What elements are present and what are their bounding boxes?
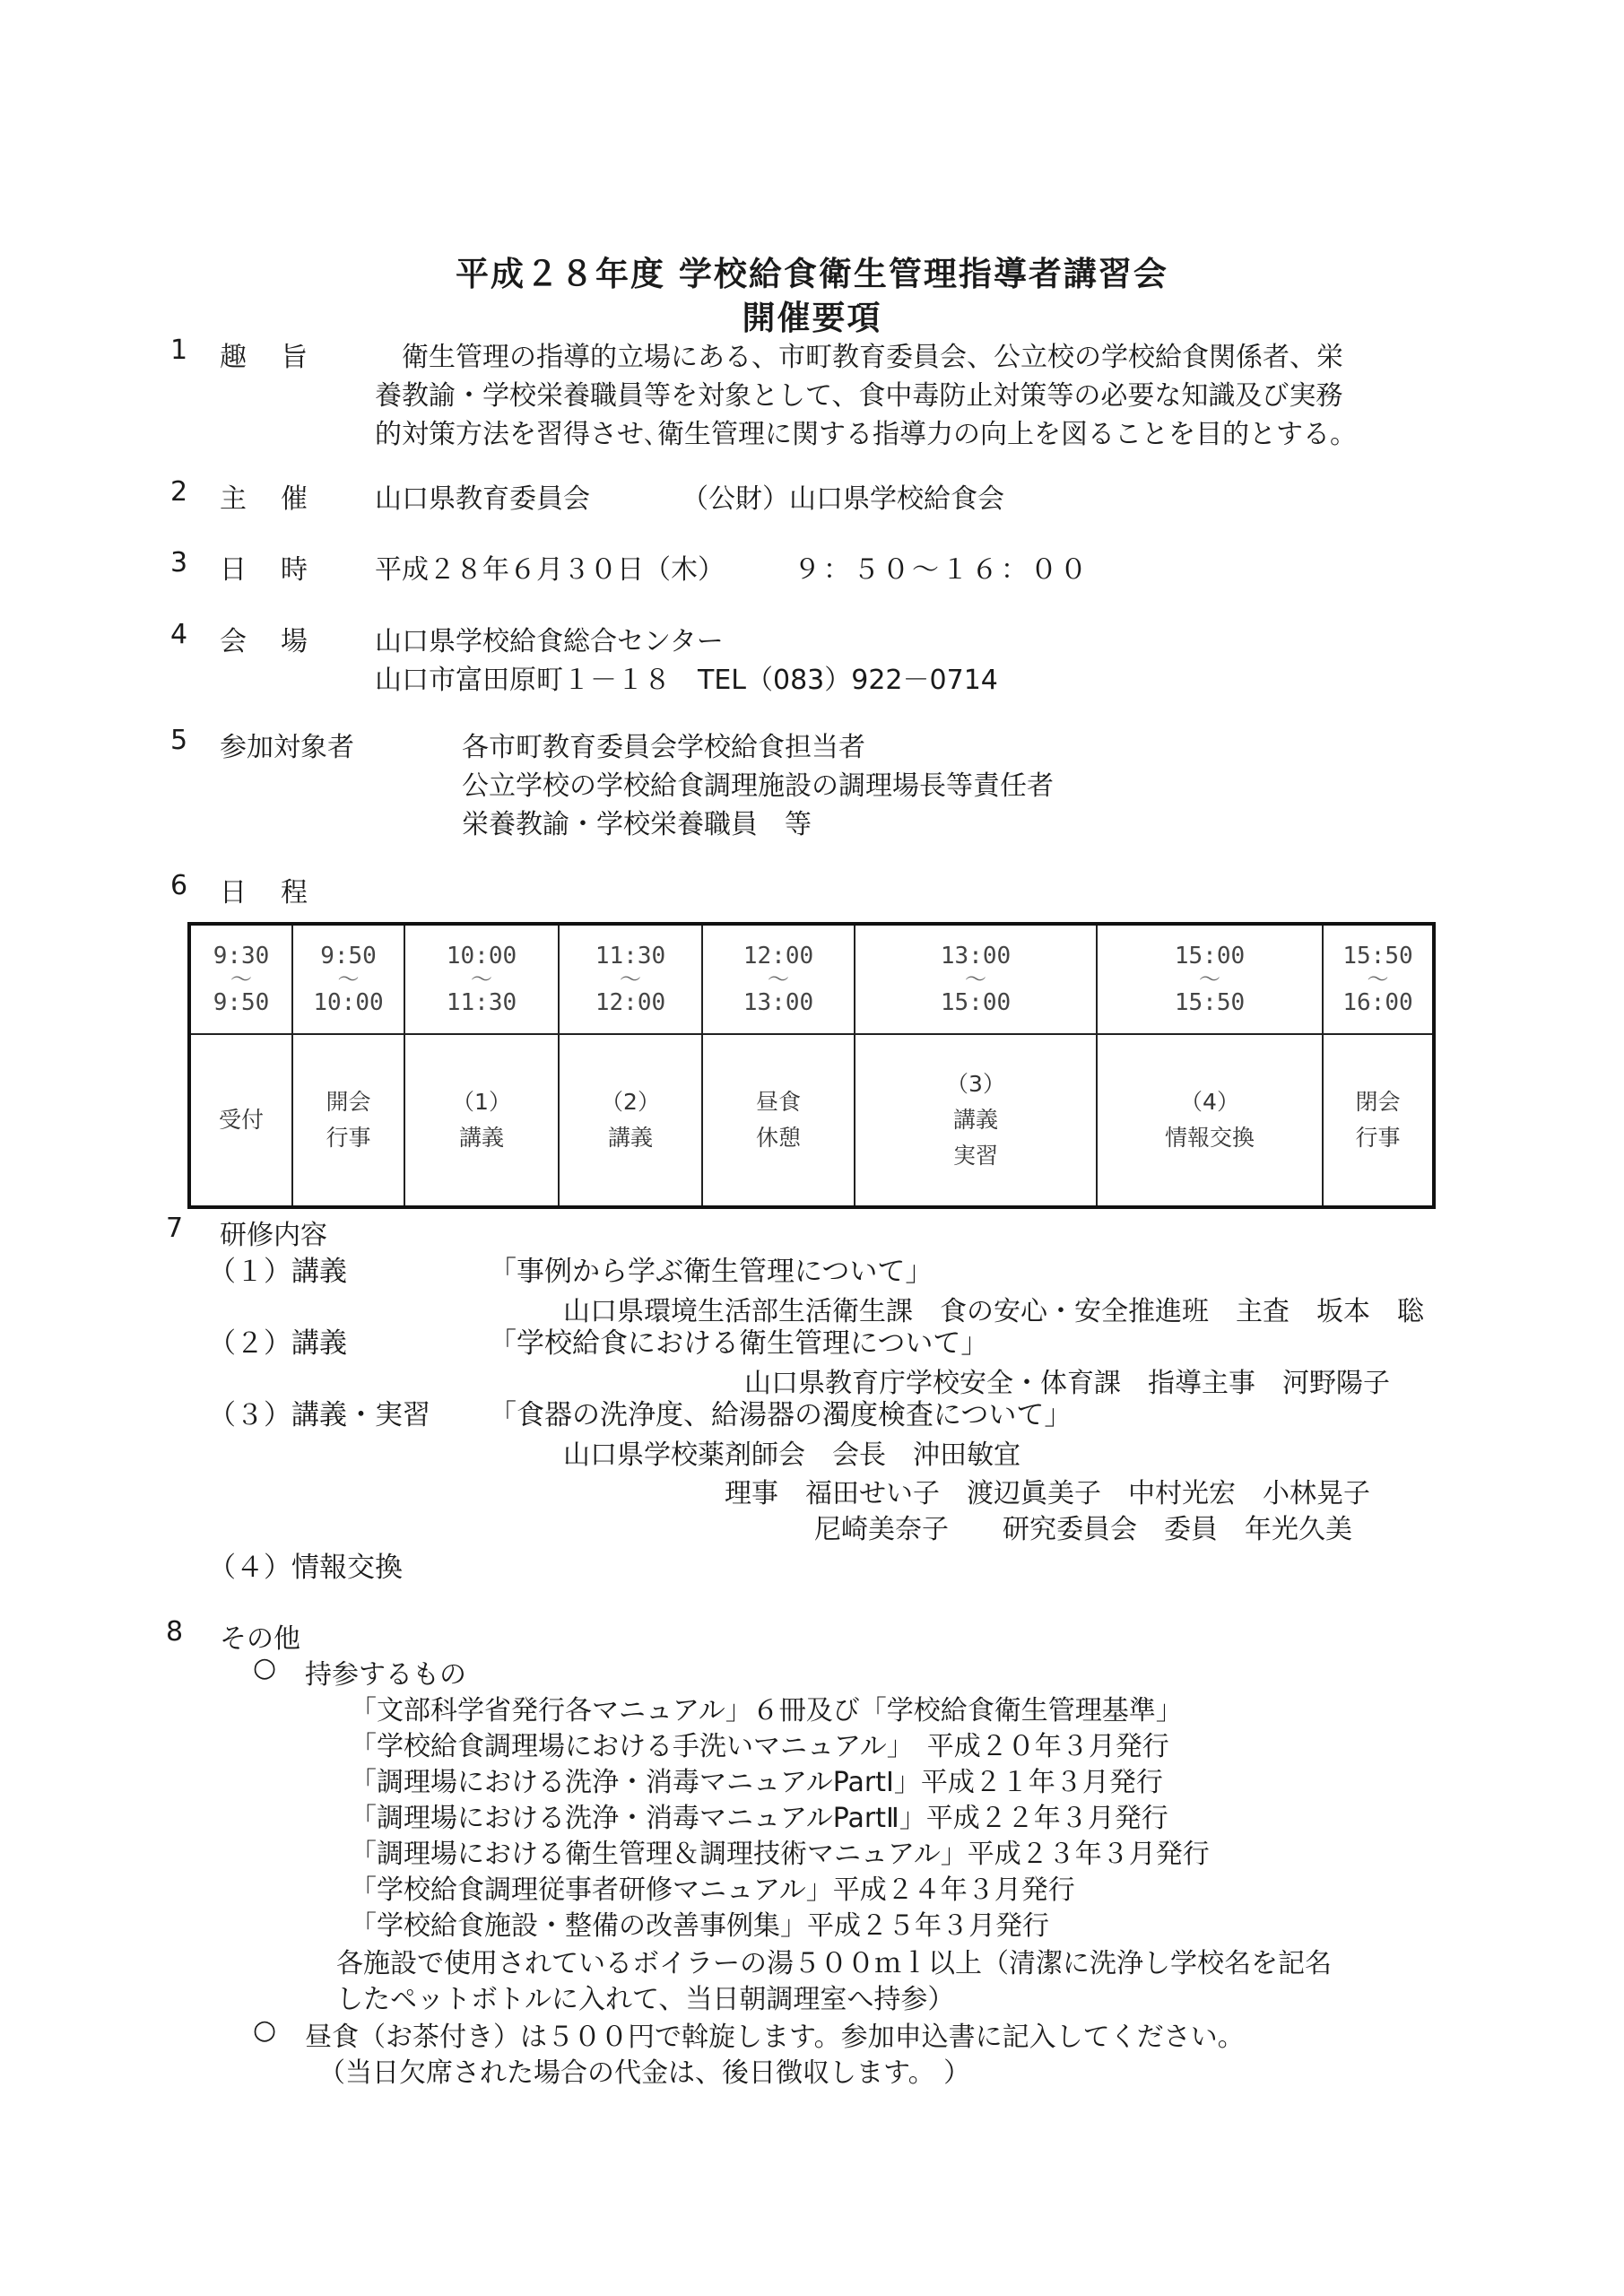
- event-time: ９：５０～１６：００: [794, 554, 1090, 586]
- section-8-label: その他: [220, 1623, 300, 1655]
- lunch-note-1: 昼食（お茶付き）は５００円で斡旋します。参加申込書に記入してください。: [305, 2022, 1245, 2053]
- bring-item-4: 「調理場における洗浄・消毒マニュアルPartⅡ」平成２２年３月発行: [350, 1803, 1168, 1834]
- training-2-lecturer: 山口県教育庁学校安全・体育課 指導主事 河野陽子: [744, 1368, 1390, 1399]
- bring-item-5: 「調理場における衛生管理＆調理技術マニュアル」平成２３年３月発行: [350, 1839, 1210, 1870]
- water-note-2: したペットボトルに入れて、当日朝調理室へ持参）: [336, 1984, 955, 2015]
- lunch-bullet: ○: [253, 2014, 277, 2046]
- section-5-label: 参加対象者: [220, 732, 354, 763]
- target-1: 各市町教育委員会学校給食担当者: [462, 732, 865, 763]
- time-cell: 10:00 ～ 11:30: [404, 924, 559, 1034]
- section-3-number: 3: [170, 547, 188, 578]
- section-3-label: 日 時: [220, 554, 311, 586]
- document-title: 平成２８年度 学校給食衛生管理指導者講習会: [456, 255, 1168, 293]
- bring-item-6: 「学校給食調理従事者研修マニュアル」平成２４年３月発行: [350, 1874, 1075, 1906]
- training-3-members-1: 理事 福田せい子 渡辺眞美子 中村光宏 小林晃子: [725, 1478, 1370, 1509]
- training-1-lecturer: 山口県環境生活部生活衛生課 食の安心・安全推進班 主査 坂本 聡: [563, 1296, 1424, 1327]
- training-1-title: 「事例から学ぶ衛生管理について」: [489, 1256, 934, 1288]
- training-3-members-2: 尼崎美奈子 研究委員会 委員 年光久美: [814, 1514, 1352, 1545]
- venue-address: 山口市富田原町１－１８ TEL（083）922－0714: [375, 665, 998, 696]
- schedule-time-row: [189, 924, 1434, 1034]
- bring-item-7: 「学校給食施設・整備の改善事例集」平成２５年３月発行: [350, 1910, 1049, 1942]
- event-date: 平成２８年６月３０日（木）: [375, 554, 725, 586]
- section-1-line-2: 養教諭・学校栄養職員等を対象として、食中毒防止対策等の必要な知識及び実務: [375, 380, 1343, 412]
- training-1-label: （１）講義: [208, 1256, 347, 1288]
- training-3-label: （３）講義・実習: [208, 1399, 430, 1431]
- time-cell: 15:00 ～ 15:50: [1097, 924, 1323, 1034]
- section-4-label: 会 場: [220, 626, 311, 657]
- training-3-organization: 山口県学校薬剤師会 会長 沖田敏宜: [563, 1439, 1020, 1471]
- section-1-number: 1: [170, 335, 188, 366]
- activity-cell: 昼食 休憩: [702, 1034, 855, 1207]
- activity-cell: 開会 行事: [292, 1034, 404, 1207]
- section-6-number: 6: [170, 870, 188, 901]
- section-2-number: 2: [170, 476, 188, 508]
- target-2: 公立学校の学校給食調理施設の調理場長等責任者: [462, 770, 1054, 802]
- time-cell: 12:00 ～ 13:00: [702, 924, 855, 1034]
- schedule-table: [187, 922, 1436, 1209]
- bring-heading: 持参するもの: [305, 1659, 466, 1691]
- venue-name: 山口県学校給食総合センター: [375, 626, 724, 657]
- section-2-label: 主 催: [220, 483, 311, 515]
- section-5-number: 5: [170, 725, 188, 756]
- training-4-label: （４）情報交換: [208, 1552, 403, 1584]
- section-7-label: 研修内容: [220, 1220, 327, 1251]
- activity-cell: （1） 講義: [404, 1034, 559, 1207]
- organizer-1: 山口県教育委員会: [375, 483, 590, 515]
- activity-cell: （4） 情報交換: [1097, 1034, 1323, 1207]
- section-1-label: 趣 旨: [220, 342, 311, 373]
- training-2-label: （２）講義: [208, 1327, 347, 1360]
- lunch-note-2: （当日欠席された場合の代金は、後日徴収します。 ）: [318, 2057, 971, 2089]
- section-8-number: 8: [166, 1616, 184, 1648]
- section-4-number: 4: [170, 619, 188, 650]
- time-cell: 13:00 ～ 15:00: [855, 924, 1097, 1034]
- schedule-activity-row: [189, 1034, 1434, 1207]
- target-3: 栄養教諭・学校栄養職員 等: [462, 809, 812, 840]
- time-cell: 9:30 ～ 9:50: [189, 924, 292, 1034]
- section-6-label: 日 程: [220, 877, 311, 909]
- section-1-line-3: 的対策方法を習得させ､衛生管理に関する指導力の向上を図ることを目的とする。: [375, 419, 1357, 450]
- bring-bullet: ○: [253, 1652, 277, 1683]
- document-subtitle: 開催要項: [742, 299, 882, 337]
- section-7-number: 7: [166, 1213, 184, 1244]
- bring-item-3: 「調理場における洗浄・消毒マニュアルPartⅠ」平成２１年３月発行: [350, 1767, 1163, 1798]
- section-1-line-1: 衛生管理の指導的立場にある、市町教育委員会、公立校の学校給食関係者、栄: [375, 342, 1343, 373]
- time-cell: 9:50 ～ 10:00: [292, 924, 404, 1034]
- activity-cell: （2） 講義: [559, 1034, 702, 1207]
- water-note-1: 各施設で使用されているボイラーの湯５００ｍｌ以上（清潔に洗浄し学校名を記名: [336, 1948, 1332, 1979]
- time-cell: 11:30 ～ 12:00: [559, 924, 702, 1034]
- bring-item-2: 「学校給食調理場における手洗いマニュアル」 平成２０年３月発行: [350, 1731, 1169, 1762]
- activity-cell: 受付: [189, 1034, 292, 1207]
- organizer-2: （公財）山口県学校給食会: [682, 483, 1004, 515]
- activity-cell: 閉会 行事: [1323, 1034, 1434, 1207]
- bring-item-1: 「文部科学省発行各マニュアル」６冊及び「学校給食衛生管理基準」: [350, 1695, 1183, 1726]
- activity-cell: （3） 講義 実習: [855, 1034, 1097, 1207]
- time-cell: 15:50 ～ 16:00: [1323, 924, 1434, 1034]
- training-3-title: 「食器の洗浄度、給湯器の濁度検査について」: [489, 1399, 1073, 1431]
- training-2-title: 「学校給食における衛生管理について」: [489, 1327, 989, 1360]
